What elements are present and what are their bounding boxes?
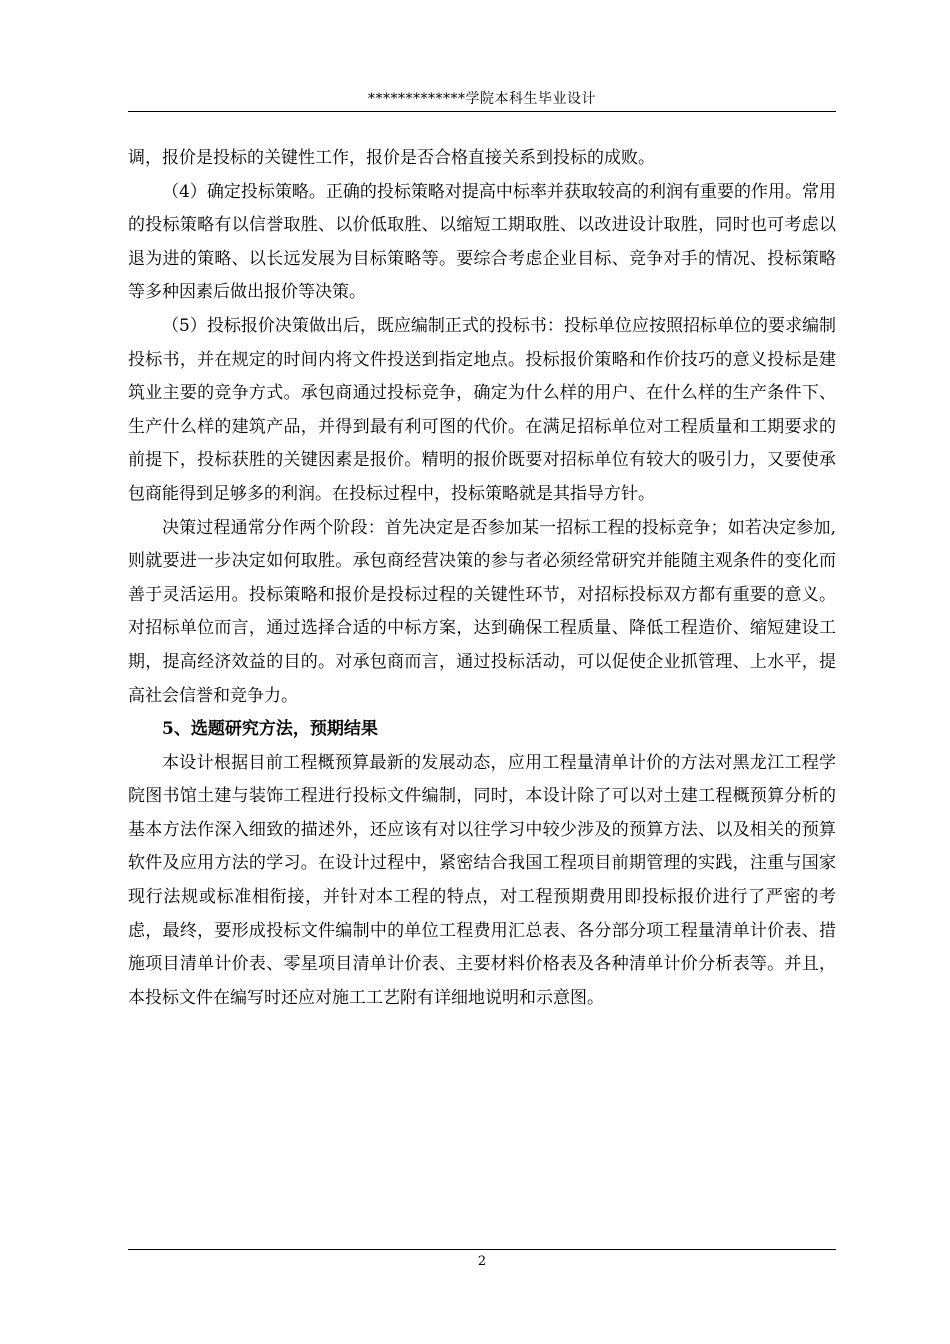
paragraph-bidding-strategy: （4）确定投标策略。正确的投标策略对提高中标率并获取较高的利润有重要的作用。常用的投标策略有以信誉取胜、以价低取胜、以缩短工期取胜、以改进设计取胜，同时也可考虑以退为进的策略、以长远发展为目标策略等。要综合考虑企业目标、竞争对手的情况、投标策略等多种因素后做出报价等决策。 xyxy=(128,181,836,303)
paragraph-decision-process: 决策过程通常分作两个阶段：首先决定是否参加某一招标工程的投标竞争；如若决定参加,则就要进一步决定如何取胜。承包商经营决策的参与者必须经常研究并能随主观条件的变化而善于灵活运用。投标策略和报价是投标过程的关键性环节，对招标投标双方都有重要的意义。对招标单位而言，通过选择合适的中标方案，达到确保工程质量、降低工程造价、缩短建设工期，提高经济效益的目的。对承包商而言，通过投标活动，可以促使企业抓管理、上水平，提高社会信誉和竞争力。 xyxy=(128,517,836,706)
section-heading-research-method: 5、选题研究方法，预期结果 xyxy=(162,719,378,740)
header-divider xyxy=(128,111,836,112)
running-header: *************学院本科生毕业设计 xyxy=(368,91,596,107)
paragraph-continuation: 调，报价是投标的关键性工作，报价是否合格直接关系到投标的成败。 xyxy=(128,148,655,168)
paragraph-research-method: 本设计根据目前工程概预算最新的发展动态，应用工程量清单计价的方法对黑龙江工程学院图书馆土建与装饰工程进行投标文件编制，同时，本设计除了可以对土建工程概预算分析的基本方法作深入细致的描述外，还应该有对以往学习中较少涉及的预算方法、以及相关的预算软件及应用方法的学习。在设计过程中，紧密结合我国工程项目前期管理的实践，注重与国家现行法规或标准相衔接，并针对本工程的特点，对工程预期费用即投标报价进行了严密的考虑，最终，要形成投标文件编制中的单位工程费用汇总表、各分部分项工程量清单计价表、措施项目清单计价表、零星项目清单计价表、主要材料价格表及各种清单计价分析表等。并且，本投标文件在编写时还应对施工工艺附有详细地说明和示意图。 xyxy=(128,752,836,1008)
footer-divider xyxy=(128,1249,836,1250)
paragraph-bid-document: （5）投标报价决策做出后，既应编制正式的投标书：投标单位应按照招标单位的要求编制投标书，并在规定的时间内将文件投送到指定地点。投标报价策略和作价技巧的意义投标是建筑业主要的竞争方式。承包商通过投标竞争，确定为什么样的用户、在什么样的生产条件下、生产什么样的建筑产品，并得到最有利可图的代价。在满足招标单位对工程质量和工期要求的前提下，投标获胜的关键因素是报价。精明的报价既要对招标单位有较大的吸引力，又要使承包商能得到足够多的利润。在投标过程中，投标策略就是其指导方针。 xyxy=(128,315,836,504)
document-body xyxy=(128,142,836,1015)
page-number: 2 xyxy=(477,1254,487,1269)
